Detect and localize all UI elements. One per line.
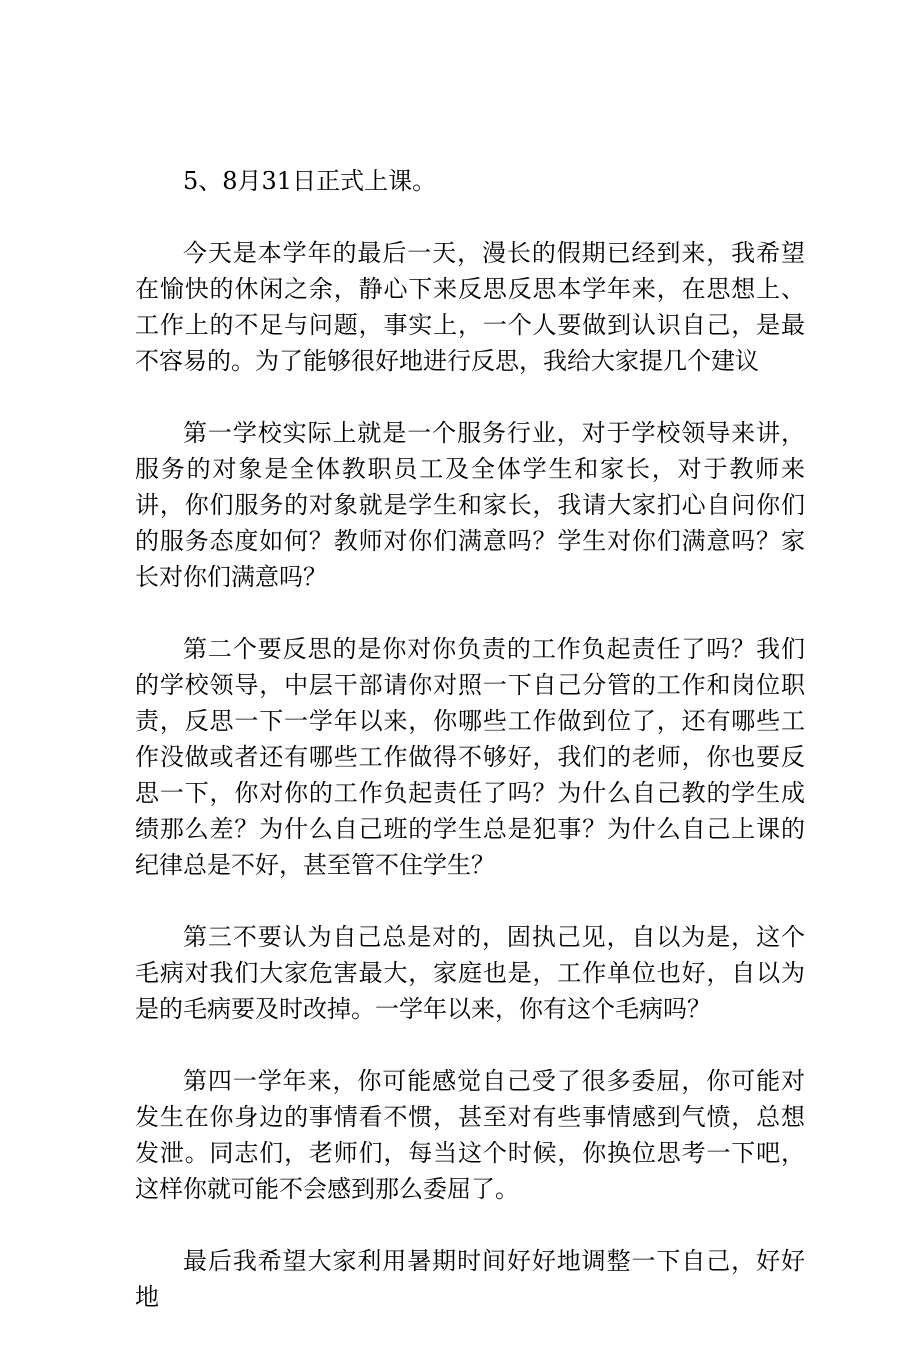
- paragraph-start-date: 5、8月31日正式上课。: [183, 167, 437, 195]
- paragraph-first-suggestion: 第一学校实际上就是一个服务行业，对于学校领导来讲，服务的对象是全体教职员工及全体学生和家长，对于教师来讲，你们服务的对象就是学生和家长，我请大家扪心自问你们的服务态度如何？教师对你们满意吗？学生对你们满意吗？家长对你们满意吗？: [135, 419, 805, 591]
- paragraph-fourth-suggestion: 第四一学年来，你可能感觉自己受了很多委屈，你可能对发生在你身边的事情看不惯，甚至对有些事情感到气愤，总想发泄。同志们，老师们，每当这个时候，你换位思考一下吧，这样你就可能不会感到那么委屈了。: [135, 1067, 805, 1203]
- paragraph-second-suggestion: 第二个要反思的是你对你负责的工作负起责任了吗？我们的学校领导，中层干部请你对照一下自己分管的工作和岗位职责，反思一下一学年以来，你哪些工作做到位了，还有哪些工作没做或者还有哪些工作做得不够好，我们的老师，你也要反思一下，你对你的工作负起责任了吗？为什么自己教的学生成绩那么差？为什么自己班的学生总是犯事？为什么自己上课的纪律总是不好，甚至管不住学生？: [135, 635, 805, 879]
- paragraph-intro: 今天是本学年的最后一天，漫长的假期已经到来，我希望在愉快的休闲之余，静心下来反思反思本学年来，在思想上、工作上的不足与问题，事实上，一个人要做到认识自己，是最不容易的。为了能够很好地进行反思，我给大家提几个建议: [135, 239, 805, 375]
- document-body: [135, 163, 805, 1351]
- paragraph-closing: 最后我希望大家利用暑期时间好好地调整一下自己，好好地: [135, 1247, 805, 1311]
- paragraph-third-suggestion: 第三不要认为自己总是对的，固执己见，自以为是，这个毛病对我们大家危害最大，家庭也是，工作单位也好，自以为是的毛病要及时改掉。一学年以来，你有这个毛病吗？: [135, 923, 805, 1023]
